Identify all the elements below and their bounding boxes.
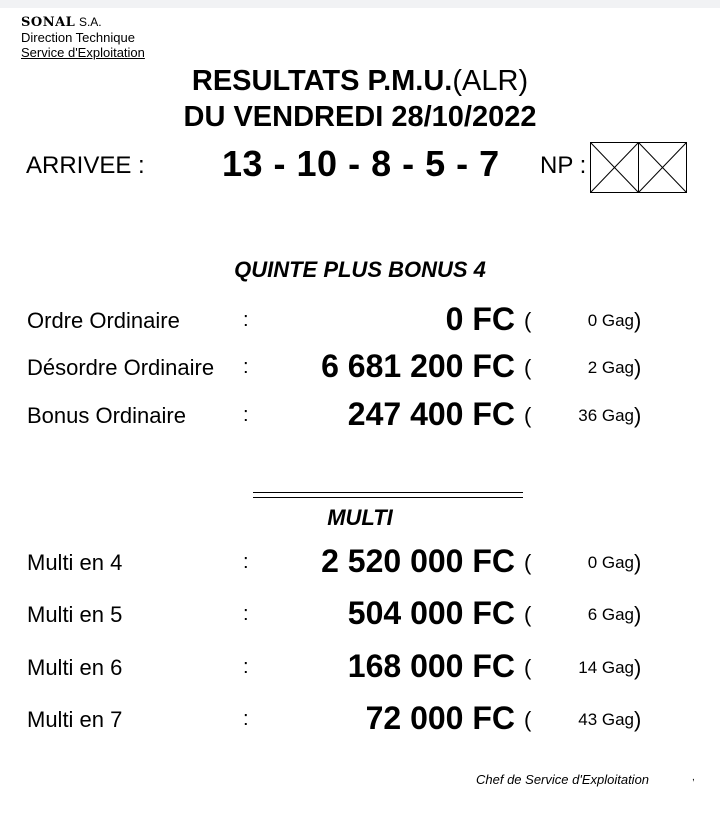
row-colon: : — [243, 551, 249, 573]
result-row — [0, 301, 720, 341]
row-colon: : — [243, 708, 249, 730]
row-winners: 2 Gag — [587, 358, 634, 377]
footer-mark: , — [692, 772, 695, 783]
row-paren-open: ( — [524, 655, 532, 680]
row-label: Désordre Ordinaire — [27, 355, 215, 380]
arrivee-value: 13 - 10 - 8 - 5 - 7 — [222, 143, 500, 184]
title-main: RESULTATS P.M.U. — [191, 65, 453, 97]
row-amount: 0 FC — [445, 301, 515, 337]
row-winners: 36 Gag — [578, 406, 634, 425]
result-row — [0, 543, 720, 583]
row-amount: 72 000 FC — [365, 700, 515, 736]
row-paren-open: ( — [524, 602, 532, 627]
row-paren-open: ( — [524, 308, 532, 333]
row-amount: 2 520 000 FC — [321, 543, 515, 579]
row-paren-open: ( — [524, 403, 532, 428]
row-colon: : — [243, 356, 249, 378]
page-title — [0, 64, 720, 98]
row-winners: 14 Gag — [578, 658, 634, 677]
row-winners: 0 Gag — [587, 311, 634, 330]
row-paren-close: ) — [634, 403, 642, 428]
row-label: Bonus Ordinaire — [27, 403, 186, 428]
row-paren-open: ( — [524, 550, 532, 575]
row-paren-open: ( — [524, 707, 532, 732]
row-winners: 6 Gag — [587, 605, 634, 624]
row-amount: 247 400 FC — [347, 396, 515, 432]
row-paren-close: ) — [634, 655, 642, 680]
np-crossed-boxes — [590, 142, 687, 193]
page-date: DU VENDREDI 28/10/2022 — [183, 101, 537, 133]
row-colon: : — [243, 656, 249, 678]
result-row — [0, 648, 720, 688]
row-colon: : — [243, 404, 249, 426]
row-paren-close: ) — [634, 602, 642, 627]
result-row — [0, 595, 720, 635]
section-divider — [253, 492, 523, 498]
np-label: NP : — [540, 152, 587, 179]
row-paren-open: ( — [524, 355, 532, 380]
title-suffix: (ALR) — [452, 65, 529, 97]
row-amount: 6 681 200 FC — [321, 348, 515, 384]
row-amount: 504 000 FC — [347, 595, 515, 631]
result-row — [0, 348, 720, 388]
result-row — [0, 396, 720, 436]
top-bar — [0, 0, 720, 8]
organization-header — [21, 14, 145, 60]
arrivee-label: ARRIVEE : — [26, 152, 145, 179]
signature-line: Chef de Service d'Exploitation — [476, 772, 650, 787]
row-winners: 43 Gag — [578, 710, 634, 729]
row-label: Multi en 6 — [27, 655, 123, 680]
brand-name: SONAL — [21, 15, 76, 30]
row-label: Multi en 7 — [27, 707, 123, 732]
row-paren-close: ) — [634, 355, 642, 380]
service-name: Service d'Exploitation — [21, 45, 145, 60]
row-colon: : — [243, 603, 249, 625]
department: Direction Technique — [21, 30, 135, 45]
brand-suffix: S.A. — [78, 15, 102, 29]
row-colon: : — [243, 309, 249, 331]
row-paren-close: ) — [634, 308, 642, 333]
row-amount: 168 000 FC — [347, 648, 515, 684]
result-row — [0, 700, 720, 740]
row-paren-close: ) — [634, 707, 642, 732]
row-label: Ordre Ordinaire — [27, 308, 180, 333]
row-label: Multi en 5 — [27, 602, 123, 627]
row-label: Multi en 4 — [27, 550, 123, 575]
row-paren-close: ) — [634, 550, 642, 575]
row-winners: 0 Gag — [587, 553, 634, 572]
quinte-title: QUINTE PLUS BONUS 4 — [234, 257, 486, 282]
multi-title: MULTI — [327, 505, 393, 530]
